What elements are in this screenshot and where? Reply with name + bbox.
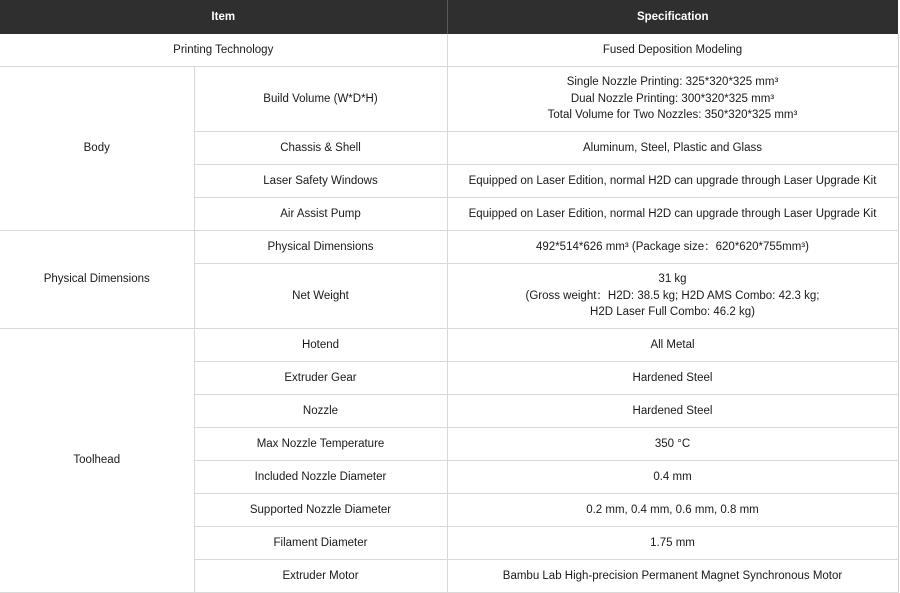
row-value-filament-diameter: 1.75 mm (447, 527, 898, 560)
table-row (0, 67, 898, 132)
row-value-hotend: All Metal (447, 329, 898, 362)
row-value-physical-dimensions: 492*514*626 mm³ (Package size：620*620*755mm³) (447, 231, 898, 264)
row-label-air-assist-pump: Air Assist Pump (194, 198, 447, 231)
header-specification: Specification (447, 0, 898, 34)
row-label-max-nozzle-temperature: Max Nozzle Temperature (194, 428, 447, 461)
table-row (0, 34, 898, 67)
table-row (0, 231, 898, 264)
row-value-extruder-gear: Hardened Steel (447, 362, 898, 395)
build-volume-line: Total Volume for Two Nozzles: 350*320*325 mm³ (547, 109, 798, 122)
row-value-extruder-motor: Bambu Lab High-precision Permanent Magnet Synchronous Motor (447, 560, 898, 593)
row-value-supported-nozzle-diameter: 0.2 mm, 0.4 mm, 0.6 mm, 0.8 mm (447, 494, 898, 527)
row-label-physical-dimensions: Physical Dimensions (194, 231, 447, 264)
header-item: Item (0, 0, 447, 34)
group-label-physical-dimensions: Physical Dimensions (0, 231, 194, 329)
group-label-toolhead: Toolhead (0, 329, 194, 593)
group-label-body: Body (0, 67, 194, 231)
net-weight-line: (Gross weight：H2D: 38.5 kg; H2D AMS Combo: 42.3 kg; (525, 289, 820, 302)
row-label-extruder-gear: Extruder Gear (194, 362, 447, 395)
row-label-laser-safety-windows: Laser Safety Windows (194, 165, 447, 198)
row-value-included-nozzle-diameter: 0.4 mm (447, 461, 898, 494)
row-value-chassis-shell: Aluminum, Steel, Plastic and Glass (447, 132, 898, 165)
net-weight-line: 31 kg (658, 273, 687, 286)
row-value-laser-safety-windows: Equipped on Laser Edition, normal H2D can upgrade through Laser Upgrade Kit (447, 165, 898, 198)
build-volume-line: Dual Nozzle Printing: 300*320*325 mm³ (570, 92, 775, 105)
row-value-printing-technology: Fused Deposition Modeling (447, 34, 898, 67)
table-header-row (0, 0, 898, 34)
row-label-filament-diameter: Filament Diameter (194, 527, 447, 560)
row-value-nozzle: Hardened Steel (447, 395, 898, 428)
row-label-chassis-shell: Chassis & Shell (194, 132, 447, 165)
row-label-build-volume: Build Volume (W*D*H) (194, 67, 447, 132)
row-label-supported-nozzle-diameter: Supported Nozzle Diameter (194, 494, 447, 527)
row-label-nozzle: Nozzle (194, 395, 447, 428)
row-value-max-nozzle-temperature: 350 °C (447, 428, 898, 461)
row-value-air-assist-pump: Equipped on Laser Edition, normal H2D can upgrade through Laser Upgrade Kit (447, 198, 898, 231)
net-weight-line: H2D Laser Full Combo: 46.2 kg) (590, 306, 755, 319)
row-label-hotend: Hotend (194, 329, 447, 362)
row-label-printing-technology: Printing Technology (0, 34, 447, 67)
table-row (0, 329, 898, 362)
row-value-build-volume (447, 67, 898, 132)
row-label-net-weight: Net Weight (194, 264, 447, 329)
build-volume-line: Single Nozzle Printing: 325*320*325 mm³ (566, 76, 779, 89)
row-label-extruder-motor: Extruder Motor (194, 560, 447, 593)
row-value-net-weight (447, 264, 898, 329)
row-label-included-nozzle-diameter: Included Nozzle Diameter (194, 461, 447, 494)
